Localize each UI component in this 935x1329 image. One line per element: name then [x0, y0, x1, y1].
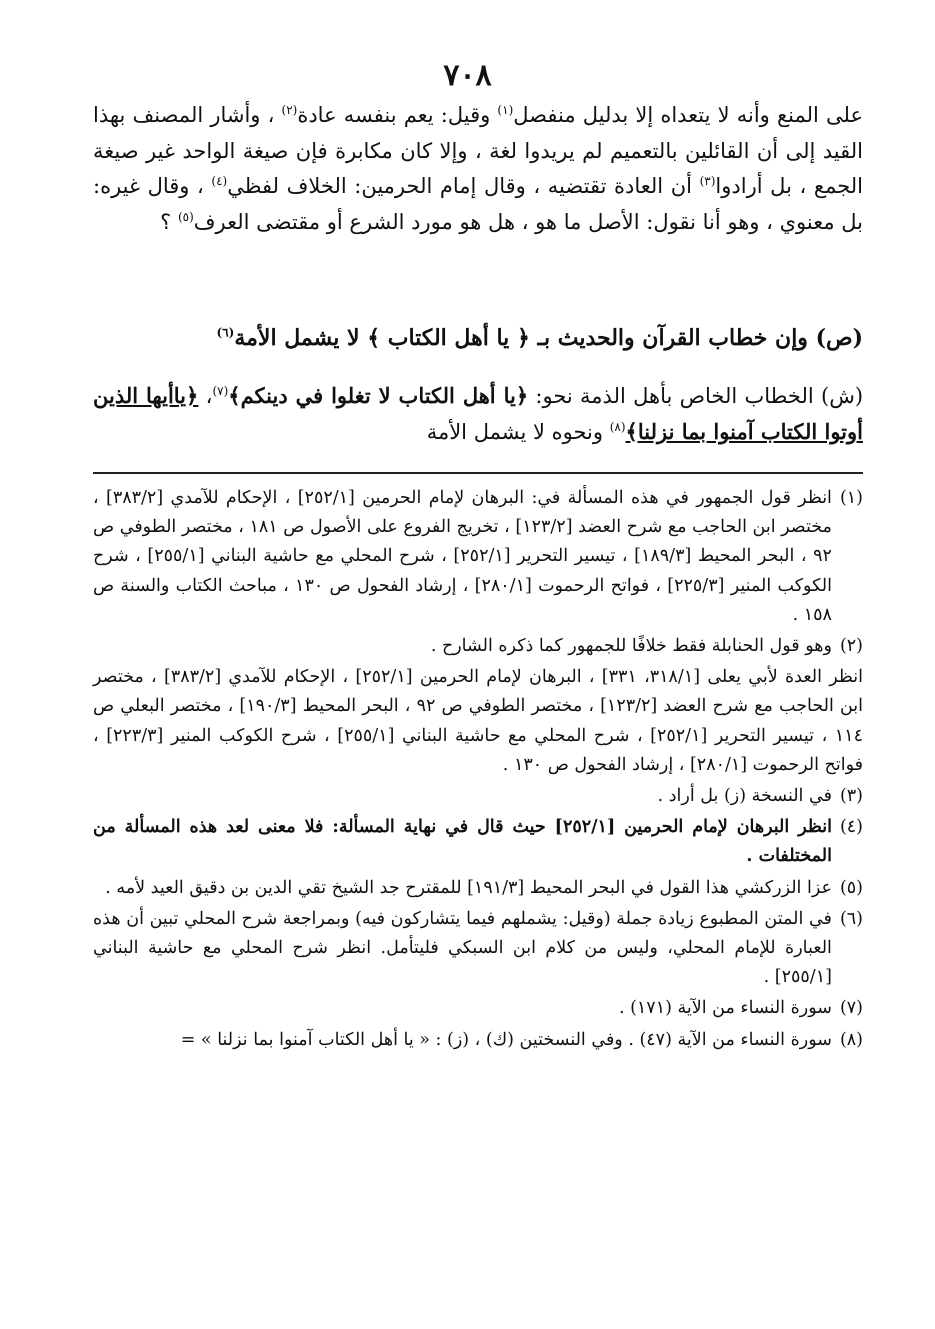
footnote-4 — [93, 813, 863, 871]
text-run: ونحوه لا يشمل الأمة — [426, 420, 610, 444]
footnote-2-continuation: انظر العدة لأبي يعلى [٣١٨/١، ٣٣١] ، البرهان لإمام الحرمين [٢٥٢/١] ، الإحكام للآمدي [٣٨٣/٢] ، مختصر ابن الحاجب مع شرح العضد [١٢٣/٢] ، مختصر الطوفي ص ٩٢ ، البحر المحيط [١٩٠/٣] ، مختصر البعلي ص ١١٤ ، تيسير التحرير [٢٥٢/١] ، شرح المحلي مع حاشية البناني [٢٥٥/١] ، شرح الكوكب المنير [٢٢٣/٣] ، فواتح الرحموت [٢٨٠/١] ، إرشاد الفحول ص ١٣٠ . — [93, 667, 864, 775]
footnote-divider — [93, 472, 863, 474]
footnote-text: في النسخة (ز) بل أراد . — [657, 786, 832, 807]
footnote-1 — [93, 484, 863, 630]
footnote-marker[interactable]: (٨) — [609, 420, 626, 434]
footnote-text: في المتن المطبوع زيادة جملة (وقيل: يشملهم فيما يتشاركون فيه) وبمراجعة شرح المحلي تبين أن هذه العبارة للإمام المحلي، وليس من كلام ابن السبكي فليتأمل. انظر شرح المحلي مع حاشية البناني [٢٥٥/١] . — [93, 908, 832, 988]
footnote-marker[interactable]: (١) — [497, 103, 514, 117]
footnote-number: (٥) — [839, 877, 863, 898]
quran-verse: ﴿يا أهل الكتاب لا تغلوا في دينكم﴾ — [228, 383, 529, 408]
footnote-number: (١) — [839, 488, 863, 508]
footnote-text: سورة النساء من الآية (٤٧) . وفي النسختين (ك) ، (ز) : « يا أهل الكتاب آمنوا بما نزلنا » = — [180, 1029, 832, 1050]
text-run: ؟ — [160, 209, 178, 234]
text-run: أن العادة تقتضيه ، وقال إمام الحرمين: الخلاف لفظي — [227, 174, 700, 198]
footnote-marker[interactable]: (٤) — [211, 174, 228, 188]
footnote-marker[interactable]: (٣) — [699, 174, 716, 188]
footnote-6 — [93, 905, 863, 993]
footnote-5 — [93, 874, 863, 903]
footnotes — [93, 484, 863, 1057]
footnote-number: (٦) — [839, 908, 863, 929]
footnote-marker[interactable]: (٧) — [212, 384, 229, 398]
page-number: ٧٠٨ — [443, 58, 492, 93]
text-run: ، — [198, 384, 213, 408]
footnote-text: عزا الزركشي هذا القول في البحر المحيط [١٩١/٣] للمقترح جد الشيخ تقي الدين بن دقيق العيد لأمه . — [105, 877, 832, 898]
footnote-3 — [93, 782, 863, 811]
footnote-number: (٢) — [839, 636, 863, 657]
footnote-marker[interactable]: (٥) — [177, 209, 194, 224]
footnote-7 — [93, 994, 863, 1023]
footnote-marker[interactable]: (٦) — [216, 325, 235, 340]
footnote-number: (٨) — [839, 1029, 863, 1050]
footnote-number: (٤) — [839, 817, 863, 838]
footnote-marker[interactable]: (٢) — [281, 103, 298, 117]
footnote-text: انظر البرهان لإمام الحرمين [٢٥٢/١] حيث قال في نهاية المسألة: فلا معنى لعد هذه المسألة من المختلفات . — [93, 817, 832, 867]
footnote-2 — [93, 632, 863, 661]
footnote-8 — [93, 1026, 863, 1055]
text-run: وقيل: يعم بنفسه عادة — [297, 103, 498, 127]
text-run: (ش) الخطاب الخاص بأهل الذمة نحو: — [528, 384, 864, 408]
text-run: على المنع وأنه لا يتعداه إلا بدليل منفصل — [513, 103, 863, 127]
text-run: ، وقال غيره: بل معنوي ، وهو أنا نقول: الأصل ما هو ، هل هو مورد الشرع أو مقتضى العرف — [93, 174, 863, 234]
footnote-text: سورة النساء من الآية (١٧١) . — [618, 998, 832, 1019]
matn-text: (ص) وإن خطاب القرآن والحديث بـ ﴿ يا أهل الكتاب ﴾ لا يشمل الأمة — [234, 325, 863, 351]
commentary-paragraph — [93, 98, 863, 240]
matn-paragraph — [93, 318, 863, 358]
footnote-number: (٧) — [839, 998, 863, 1019]
footnote-number: (٣) — [839, 786, 863, 807]
quran-verse: ﴿ياأيها الذين أوتوا الكتاب آمنوا بما نزلنا﴾ — [93, 383, 863, 444]
text-run: ، وأشار المصنف بهذا القيد إلى أن القائلين بالتعميم لم يريدوا لغة ، وإلا كان مكابرة فإن صيغة الواحد غير صيغة الجمع ، بل أرادوا — [93, 103, 863, 198]
sharh-paragraph — [93, 378, 863, 450]
footnote-text: وهو قول الحنابلة فقط خلافًا للجمهور كما ذكره الشارح . — [430, 636, 832, 657]
footnote-text: انظر قول الجمهور في هذه المسألة في: البرهان لإمام الحرمين [٢٥٢/١] ، الإحكام للآمدي [٣٨٣/٢] ، مختصر ابن الحاجب مع شرح العضد [١٢٣/٢] ، تخريج الفروع على الأصول ص ١٨١ ، مختصر الطوفي ص ٩٢ ، البحر المحيط [١٨٩/٣] ، تيسير التحرير [٢٥٢/١] ، شرح المحلي مع حاشية البناني [٢٥٥/١] ، شرح الكوكب المنير [٢٢٥/٣] ، فواتح الرحموت [٢٨٠/١] ، إرشاد الفحول ص ١٣٠ ، مباحث الكتاب والسنة ص ١٥٨ . — [93, 488, 832, 625]
